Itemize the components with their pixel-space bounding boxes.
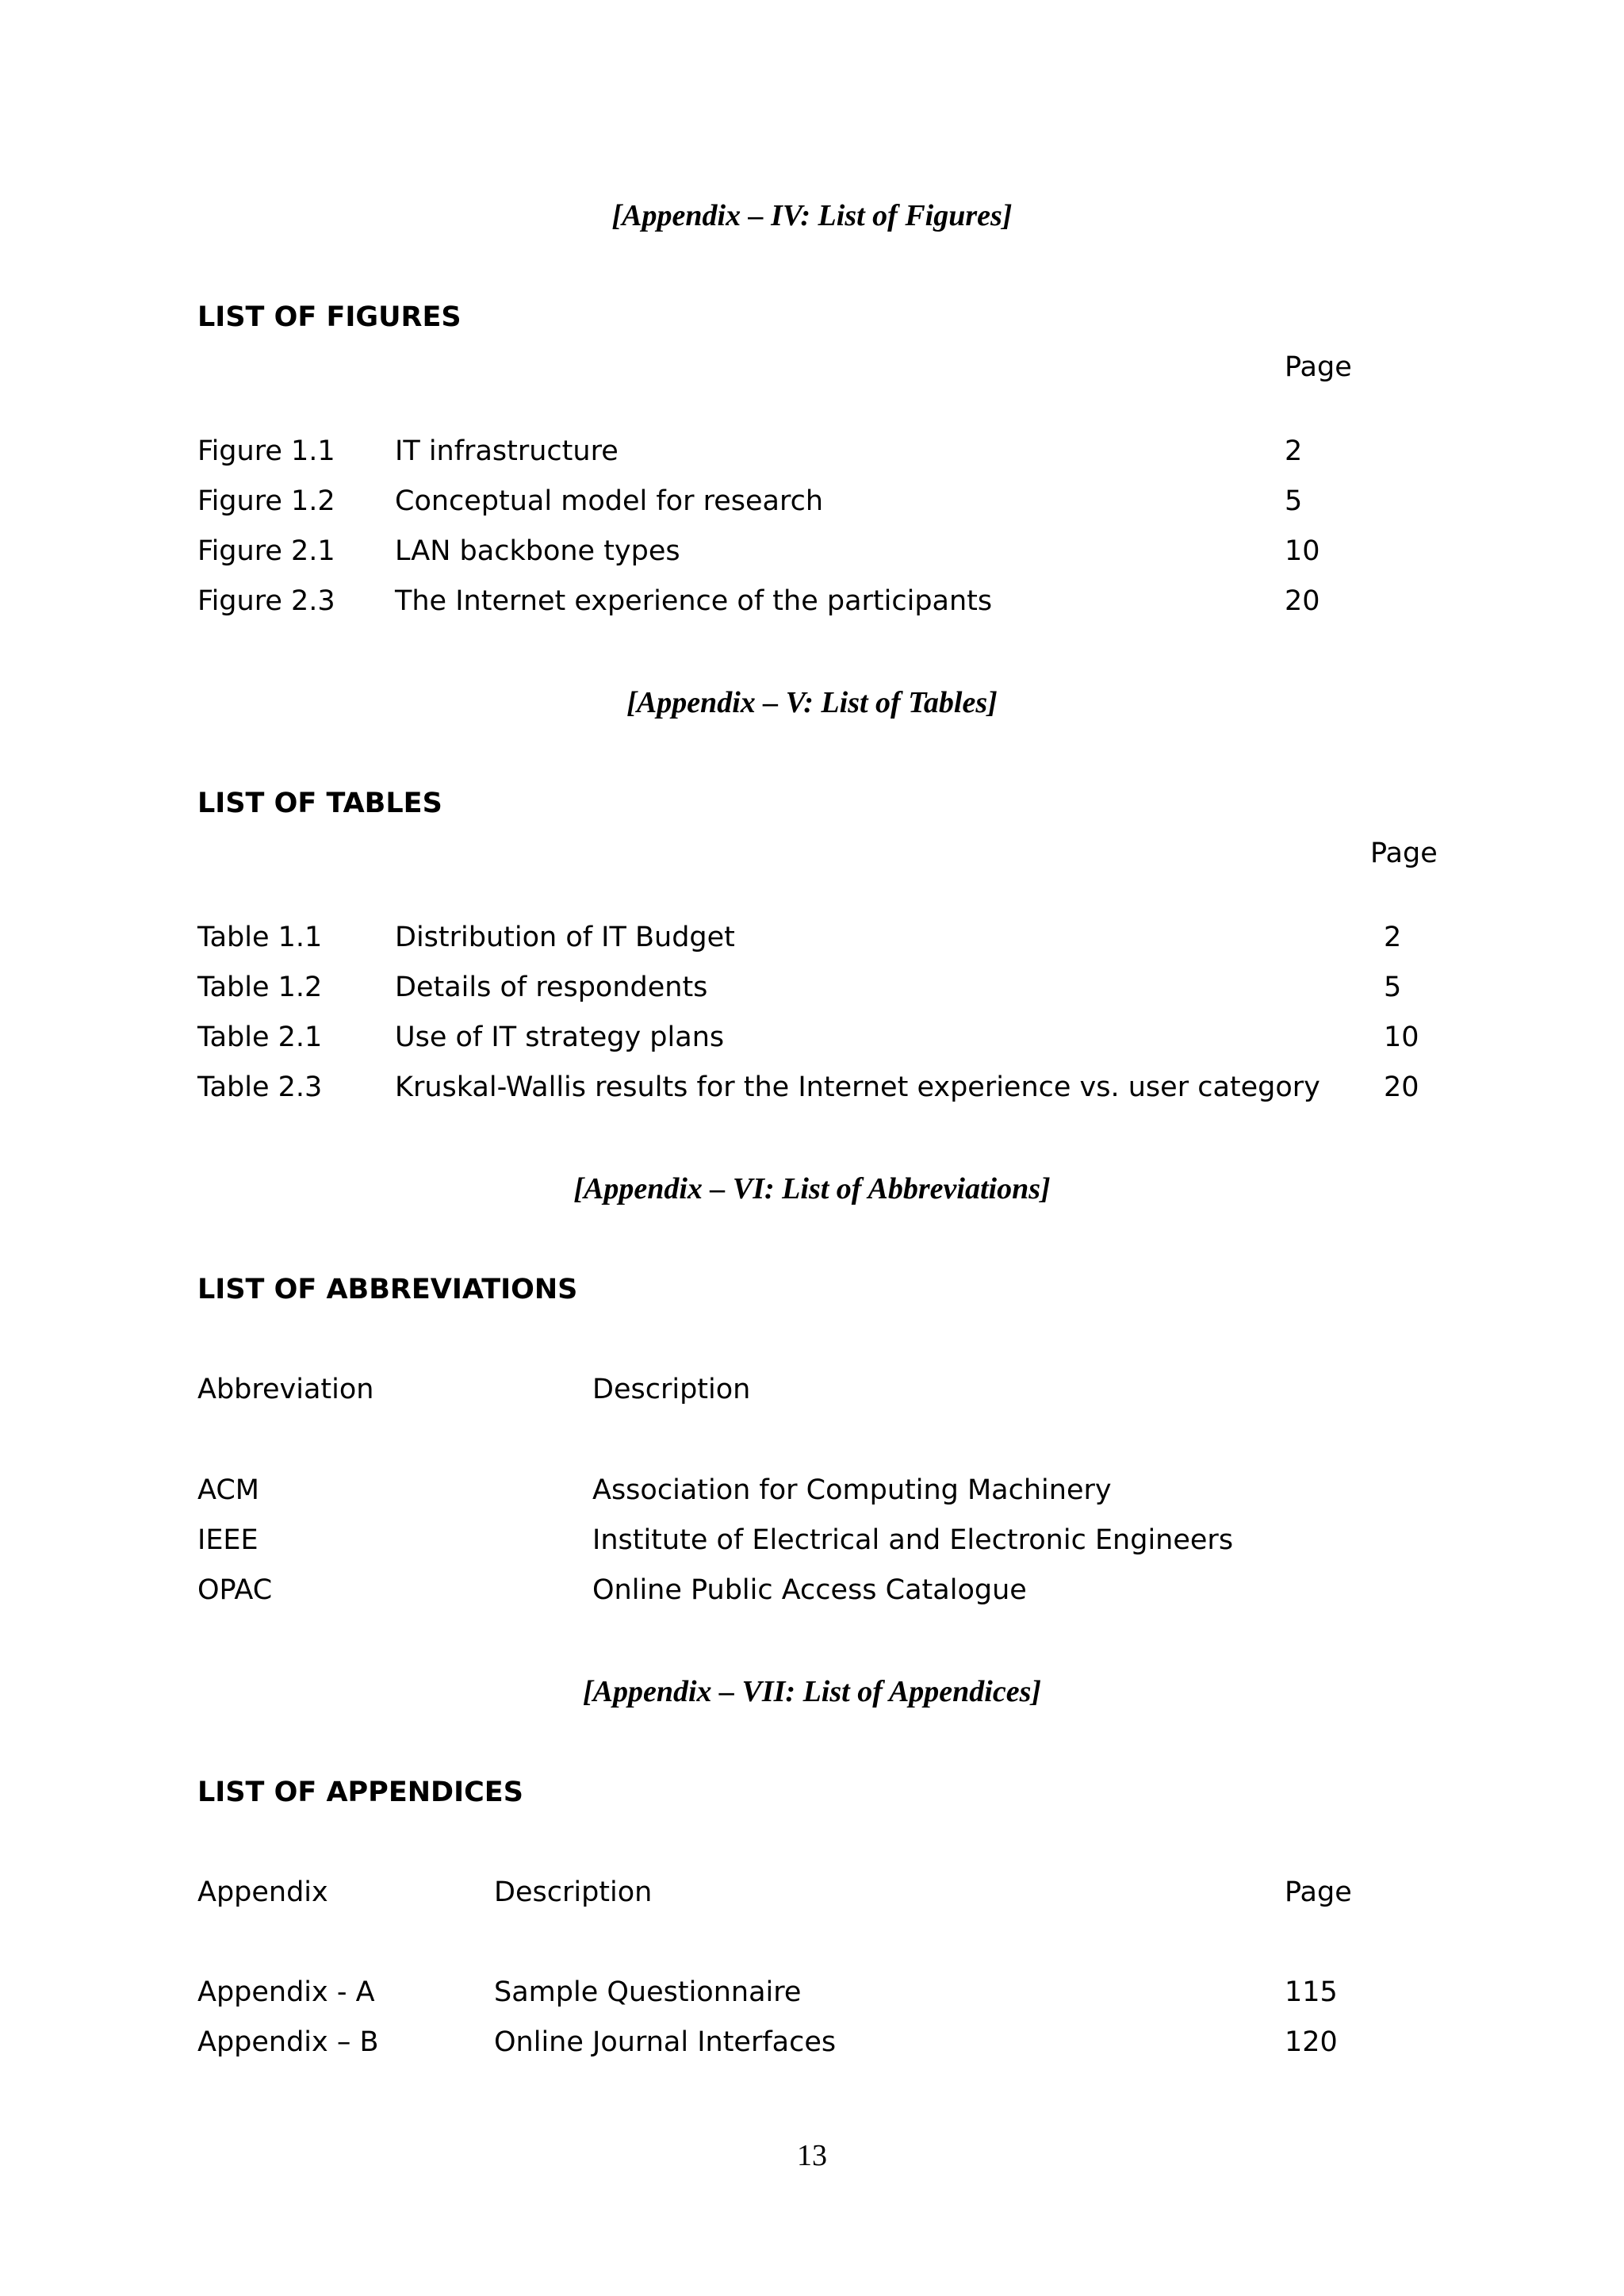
table-page: 5 <box>1384 972 1402 1003</box>
table-title: Use of IT strategy plans <box>395 1022 725 1053</box>
table-page: 20 <box>1384 1071 1419 1103</box>
abbreviation-term: IEEE <box>197 1524 259 1556</box>
appendix-iv-title: [Appendix – IV: List of Figures] <box>611 199 1013 232</box>
figure-page: 20 <box>1285 585 1320 617</box>
table-label: Table 1.1 <box>197 922 323 953</box>
figure-title: LAN backbone types <box>395 535 680 567</box>
abbreviation-description: Institute of Electrical and Electronic Engineers <box>592 1524 1234 1556</box>
page-column-header: Page <box>1285 1876 1352 1908</box>
table-title: Details of respondents <box>395 972 708 1003</box>
table-label: Table 2.1 <box>197 1022 323 1053</box>
figure-title: The Internet experience of the participants <box>395 585 993 617</box>
figure-label: Figure 2.1 <box>197 535 335 567</box>
list-of-abbreviations-heading: LIST OF ABBREVIATIONS <box>197 1274 578 1305</box>
appendix-label: Appendix - A <box>197 1976 375 2008</box>
figure-page: 2 <box>1285 435 1303 467</box>
appendix-page: 120 <box>1285 2026 1338 2058</box>
appendix-column-header: Appendix <box>197 1876 328 1908</box>
appendix-description: Online Journal Interfaces <box>494 2026 837 2058</box>
list-of-figures-heading: LIST OF FIGURES <box>197 301 462 333</box>
table-title: Kruskal-Wallis results for the Internet experience vs. user category <box>395 1071 1320 1103</box>
abbreviation-term: OPAC <box>197 1574 273 1606</box>
abbreviation-description: Association for Computing Machinery <box>592 1474 1112 1506</box>
tables-page-header: Page <box>1370 838 1438 869</box>
figure-label: Figure 1.1 <box>197 435 335 467</box>
figure-title: IT infrastructure <box>395 435 619 467</box>
figures-page-header: Page <box>1285 351 1352 383</box>
abbreviation-column-header: Abbreviation <box>197 1374 374 1405</box>
description-column-header: Description <box>592 1374 751 1405</box>
appendix-vii-title: [Appendix – VII: List of Appendices] <box>582 1675 1042 1708</box>
figure-page: 5 <box>1285 485 1303 517</box>
appendix-vi-title: [Appendix – VI: List of Abbreviations] <box>573 1172 1051 1205</box>
appendix-description: Sample Questionnaire <box>494 1976 802 2008</box>
appendix-page: 115 <box>1285 1976 1338 2008</box>
list-of-appendices-heading: LIST OF APPENDICES <box>197 1777 523 1808</box>
table-label: Table 2.3 <box>197 1071 323 1103</box>
table-page: 10 <box>1384 1022 1419 1053</box>
abbreviation-description: Online Public Access Catalogue <box>592 1574 1027 1606</box>
appendix-v-title: [Appendix – V: List of Tables] <box>626 686 998 719</box>
abbreviation-term: ACM <box>197 1474 259 1506</box>
table-page: 2 <box>1384 922 1402 953</box>
table-title: Distribution of IT Budget <box>395 922 735 953</box>
appendix-label: Appendix – B <box>197 2026 379 2058</box>
figure-label: Figure 2.3 <box>197 585 335 617</box>
figure-page: 10 <box>1285 535 1320 567</box>
description-column-header: Description <box>494 1876 653 1908</box>
list-of-tables-heading: LIST OF TABLES <box>197 788 442 819</box>
page-number: 13 <box>797 2139 827 2172</box>
figure-title: Conceptual model for research <box>395 485 824 517</box>
figure-label: Figure 1.2 <box>197 485 335 517</box>
table-label: Table 1.2 <box>197 972 323 1003</box>
